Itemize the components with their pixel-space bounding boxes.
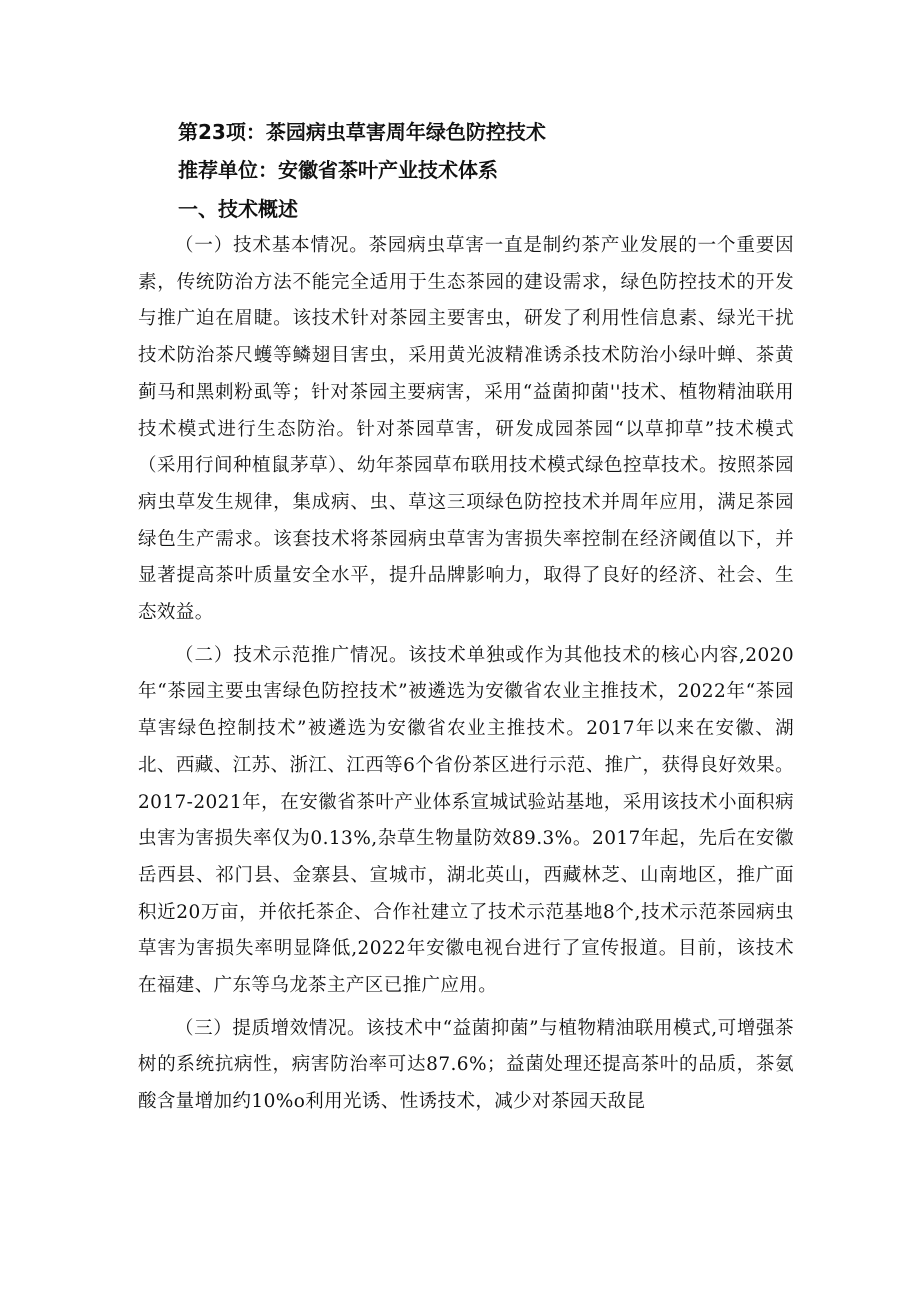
paragraph-basic-situation: （一）技术基本情况。茶园病虫草害一直是制约茶产业发展的一个重要因素，传统防治方法不能完全适用于生态茶园的建设需求，绿色防控技术的开发与推广迫在眉睫。该技术针对茶园主要害虫，研发了利用性信息素、绿光干扰技术防治茶尺蠖等鳞翅目害虫，采用黄光波精准诱杀技术防治小绿叶蝉、茶黄蓟马和黑刺粉虱等；针对茶园主要病害，采用“益菌抑菌''技术、植物精油联用技术模式进行生态防治。针对茶园草害，研发成园茶园“以草抑草”技术模式（采用行间种植鼠茅草）、幼年茶园草布联用技术模式绿色控草技术。按照茶园病虫草发生规律，集成病、虫、草这三项绿色防控技术并周年应用，满足茶园绿色生产需求。该套技术将茶园病虫草害为害损失率控制在经济阈值以下，并显著提高茶叶质量安全水平，提升品牌影响力，取得了良好的经济、社会、生态效益。 xyxy=(138,235,794,624)
paragraph-quality-efficiency: （三）提质增效情况。该技术中“益菌抑菌”与植物精油联用模式,可增强茶树的系统抗病性，病害防治率可达87.6%；益菌处理还提高茶叶的品质，茶氨酸含量增加约10%o利用光诱、性诱技术，减少对茶园天敌昆 xyxy=(138,1017,794,1113)
recommending-unit: 推荐单位：安徽省茶叶产业技术体系 xyxy=(178,158,498,182)
paragraph-demonstration: （二）技术示范推广情况。该技术单独或作为其他技术的核心内容,2020年“茶园主要虫害绿色防控技术”被遴选为安徽省农业主推技术，2022年“茶园草害绿色控制技术”被遴选为安徽省农业主推技术。2017年以来在安徽、湖北、西藏、江苏、浙江、江西等6个省份茶区进行示范、推广，获得良好效果。2017-2021年，在安徽省茶叶产业体系宣城试验站基地，采用该技术小面积病虫害为害损失率仅为0.13%,杂草生物量防效89.3%。2017年起，先后在安徽岳西县、祁门县、金寨县、宣城市，湖北英山，西藏林芝、山南地区，推广面积近20万亩，并依托茶企、合作社建立了技术示范基地8个,技术示范茶园病虫草害为害损失率明显降低,2022年安徽电视台进行了宣传报道。目前，该技术在福建、广东等乌龙茶主产区已推广应用。 xyxy=(138,644,794,997)
section-heading: 一、技术概述 xyxy=(178,197,298,221)
item-title: 第23项：茶园病虫草害周年绿色防控技术 xyxy=(178,120,546,144)
body-text xyxy=(138,228,794,1127)
